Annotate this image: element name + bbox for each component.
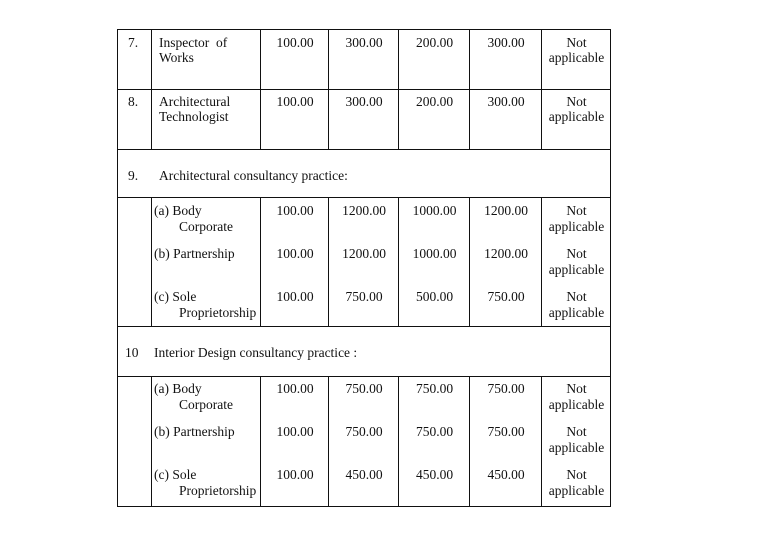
fee-value: 300.00 [345,94,383,109]
col-border [151,197,152,326]
fee-value: 100.00 [276,424,314,439]
category-label: Inspector of [159,35,228,50]
row-border [117,376,611,377]
fee-value: 750.00 [345,289,383,304]
fee-value: 1200.00 [342,203,386,218]
fee-value: 450.00 [415,467,454,482]
fee-value: 1200.00 [484,203,528,218]
category-label: Technologist [159,109,229,124]
row-number: 7. [128,35,139,50]
fee-value: 750.00 [487,289,525,304]
sub-category-label: (a) Body [154,381,202,396]
not-applicable: applicable [548,262,605,277]
fee-value: 100.00 [276,381,314,396]
col-border [151,29,152,149]
fee-value: 100.00 [276,246,314,261]
not-applicable: Not [566,289,587,304]
row-border [117,197,611,198]
sub-category-label: Proprietorship [179,305,257,320]
section-title: Architectural consultancy practice: [159,168,348,183]
fee-value: 750.00 [415,424,454,439]
sub-category-label: Corporate [179,219,233,234]
not-applicable: applicable [548,305,605,320]
not-applicable: Not [566,381,587,396]
row-border [117,89,611,90]
row-number: 8. [128,94,139,109]
fee-value: 750.00 [487,381,525,396]
category-label: Works [159,50,194,65]
fee-value: 100.00 [276,94,314,109]
row-border [117,149,611,150]
fee-value: 1000.00 [412,203,457,218]
row-number: 10 [125,345,139,360]
category-label: Architectural [159,94,231,109]
fee-value: 1000.00 [412,246,457,261]
not-applicable: applicable [548,219,605,234]
fee-value: 500.00 [415,289,454,304]
not-applicable: Not [566,35,587,50]
fee-value: 200.00 [415,94,454,109]
not-applicable: Not [566,424,587,439]
fee-value: 300.00 [487,94,525,109]
not-applicable: applicable [548,109,605,124]
row-number: 9. [128,168,139,183]
not-applicable: Not [566,467,587,482]
fee-value: 750.00 [345,381,383,396]
col-border [117,29,118,507]
fee-value: 300.00 [345,35,383,50]
not-applicable: Not [566,94,587,109]
fee-value: 100.00 [276,467,314,482]
fee-value: 750.00 [415,381,454,396]
sub-category-label: (a) Body [154,203,202,218]
fee-value: 750.00 [487,424,525,439]
sub-category-label: (b) Partnership [154,246,235,261]
not-applicable: applicable [548,50,605,65]
sub-category-label: (c) Sole [154,467,197,482]
not-applicable: applicable [548,483,605,498]
not-applicable: Not [566,203,587,218]
col-border [151,376,152,506]
row-border [117,506,611,507]
fee-value: 450.00 [345,467,383,482]
fee-value: 450.00 [487,467,525,482]
not-applicable: applicable [548,397,605,412]
row-border [117,326,611,327]
sub-category-label: Proprietorship [179,483,257,498]
fee-value: 300.00 [487,35,525,50]
not-applicable: Not [566,246,587,261]
fee-value: 100.00 [276,203,314,218]
sub-category-label: (b) Partnership [154,424,235,439]
not-applicable: applicable [548,440,605,455]
fee-value: 750.00 [345,424,383,439]
fee-value: 200.00 [415,35,454,50]
fee-value: 100.00 [276,35,314,50]
section-title: Interior Design consultancy practice : [154,345,358,360]
fee-value: 1200.00 [484,246,528,261]
fee-value: 1200.00 [342,246,386,261]
sub-category-label: Corporate [179,397,233,412]
row-border [117,29,611,30]
fee-value: 100.00 [276,289,314,304]
sub-category-label: (c) Sole [154,289,197,304]
